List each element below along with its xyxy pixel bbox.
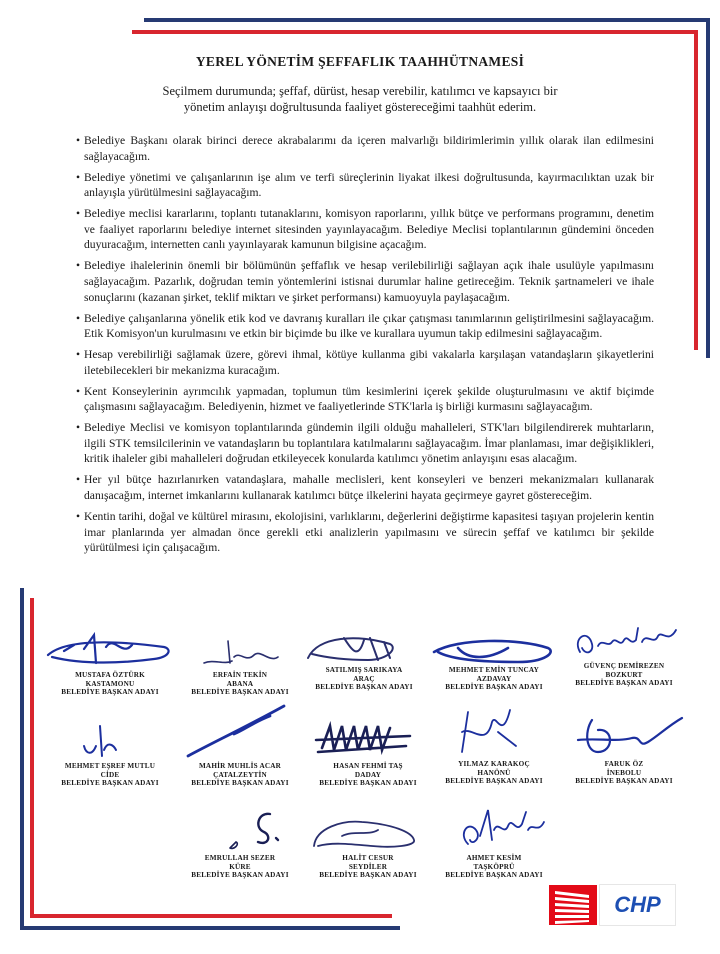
commitment-item-7: • Kent Konseylerinin ayrımcılık yapmadan, toplumun tüm kesimlerini içerek şekilde oluşturulmasını ve aktif biçimde çalışmasını sağlayacağım. Belediyenin, hizmet ve faaliyetlerinde STK'larla iş birliği kurmasını sağlayacağım. xyxy=(76,384,654,414)
signature-6-icon xyxy=(44,716,176,762)
signatory-place: CİDE xyxy=(100,770,120,779)
signature-4-icon xyxy=(428,634,560,666)
signature-5-icon xyxy=(558,618,690,662)
bullet-icon: • xyxy=(76,311,81,325)
signatory-name: HASAN FEHMİ TAŞ xyxy=(333,762,403,770)
signatory-name: MEHMET EŞREF MUTLU xyxy=(64,762,156,770)
signatory-1 xyxy=(44,627,176,697)
signatory-place: HANÖNÜ xyxy=(477,768,511,777)
signatory-10 xyxy=(558,712,690,786)
signatory-place: DADAY xyxy=(354,770,382,779)
signatory-3 xyxy=(298,630,430,692)
commitment-list xyxy=(76,133,654,561)
signatory-name: MAHİR MUHLİS ACAR xyxy=(198,762,282,770)
frame-top-red xyxy=(132,30,698,34)
signatory-role: BELEDİYE BAŞKAN ADAYI xyxy=(445,777,543,786)
signature-13-icon xyxy=(428,800,560,854)
signatory-place: ABANA xyxy=(226,679,254,688)
bullet-icon: • xyxy=(76,207,81,221)
signatory-11 xyxy=(174,808,306,880)
bullet-icon: • xyxy=(76,348,81,362)
signatory-role: BELEDİYE BAŞKAN ADAYI xyxy=(191,779,289,788)
signatory-4 xyxy=(428,634,560,692)
bullet-icon: • xyxy=(76,134,81,147)
signature-3-icon xyxy=(298,630,430,666)
six-arrows-icon xyxy=(549,885,597,925)
chp-logo xyxy=(549,885,676,925)
commitment-item-1: • Belediye Başkanı olarak birinci derece akrabalarımı da içeren malvarlığı bildirimlerimin yıllık olarak ilan edilmesini sağlayacağım. xyxy=(76,134,654,163)
commitment-item-10: • Kentin tarihi, doğal ve kültürel mirasını, ekolojisini, varlıklarını, değerlerini değiştirme kapasitesi taşıyan projelerin kentin imar planlarında yer almadan önce gerekli etki analizlerin yapılmasını ve sürecin şeffaf ve katılımcı bir şekilde yürütülmesi için çalışacağım. xyxy=(76,509,654,555)
bullet-icon: • xyxy=(76,170,81,184)
commitment-item-8: • Belediye Meclisi ve komisyon toplantılarında gündemin ilgili olduğu mahalleleri, STK'ları bilgilendirerek muhtarların, ilgili STK temsilcilerinin ve vatandaşların bu toplantılara katılmalarını sağlayacağım. İmar planlaması, imar değişiklikleri, kritik ihaleler gibi mahalleleri doğrudan etkileyecek konularda katılımcı yönetim anlayışını esas alacağım. xyxy=(76,421,654,466)
signatory-role: BELEDİYE BAŞKAN ADAYI xyxy=(445,683,543,692)
commitment-item-9: • Her yıl bütçe hazırlanırken vatandaşlara, mahalle meclisleri, kent konseyleri ve benzeri mekanizmaları kullanarak danışacağım, internet imkanlarını kullanarak katılımcı bütçe ilkelerini hayata geçirmeye gayret göstereceğim. xyxy=(76,473,654,502)
signatory-6 xyxy=(44,716,176,788)
commitment-item-4: • Belediye ihalelerinin önemli bir bölümünün şeffaflık ve hesap verilebilirliği sağlayan açık ihale usulüyle yapılmasını sağlayacağım. Pazarlık, doğrudan temin yöntemlerini istisnai durumlar haline getireceğim. Teknik şartnameleri ve ihale sonuçlarını (kazanan şirket, teklif miktarı ve şirket performansı) kamuoyuyla paylaşacağım. xyxy=(76,259,654,304)
signatory-role: BELEDİYE BAŞKAN ADAYI xyxy=(191,871,289,880)
signatory-7 xyxy=(174,702,306,788)
signatory-place: KÜRE xyxy=(229,862,251,871)
signatory-role: BELEDİYE BAŞKAN ADAYI xyxy=(315,683,413,692)
frame-left-navy xyxy=(20,588,24,930)
signatory-name: YILMAZ KARAKOÇ xyxy=(458,760,530,768)
bullet-icon: • xyxy=(76,421,81,435)
signatory-8 xyxy=(302,718,434,788)
bullet-icon: • xyxy=(76,259,81,273)
frame-left-red xyxy=(30,598,34,918)
signature-1-icon xyxy=(44,627,176,671)
signatory-place: BOZKURT xyxy=(605,670,643,679)
commitment-item-2: • Belediye yönetimi ve çalışanlarının işe alım ve terfi süreçlerinin liyakat ilkesi doğrultusunda, kayırmacılıktan uzak bir anlayışla yürütülmesini sağlayacağım. xyxy=(76,170,654,200)
signatory-name: ERFAİN TEKİN xyxy=(212,671,268,679)
signatory-place: ÇATALZEYTİN xyxy=(213,770,267,779)
signatory-place: KASTAMONU xyxy=(85,679,135,688)
bullet-icon: • xyxy=(76,509,81,523)
frame-top-navy xyxy=(144,18,710,22)
signatory-12 xyxy=(302,812,434,880)
signatory-2 xyxy=(174,637,306,697)
signatory-role: BELEDİYE BAŞKAN ADAYI xyxy=(575,679,673,688)
signatory-name: FARUK ÖZ xyxy=(604,760,644,768)
signature-7-icon xyxy=(174,702,306,762)
signatory-place: TAŞKÖPRÜ xyxy=(473,862,515,871)
signatory-role: BELEDİYE BAŞKAN ADAYI xyxy=(191,688,289,697)
signatory-13 xyxy=(428,800,560,880)
document-intro xyxy=(110,83,610,115)
signatory-name: AHMET KESİM xyxy=(466,854,522,862)
signature-8-icon xyxy=(302,718,434,762)
signatory-place: ARAÇ xyxy=(353,674,375,683)
commitment-item-5: • Belediye çalışanlarına yönelik etik kod ve davranış kuralları ile çıkar çatışması tanımlarının geliştirilmesini sağlayacağım. Etik Komisyon'un kurulmasını ve etkin bir biçimde bu ilke ve kurallara uyumun takip edilmesini sağlayacağım. xyxy=(76,311,654,341)
commitment-item-3: • Belediye meclisi kararlarını, toplantı tutanaklarını, komisyon raporlarını, yıllık bütçe ve performans programını, denetim ve faaliyet raporlarını belediye internet sitesinden yayınlayacağım. Belediye Meclisi toplantılarının gündemini önceden duyuracağım, internetten canlı yayınlayarak kamunun bilgisine açacağım. xyxy=(76,207,654,252)
logo-text: CHP xyxy=(599,884,676,926)
signatory-role: BELEDİYE BAŞKAN ADAYI xyxy=(319,779,417,788)
intro-line-2: yönetim anlayışı doğrultusunda faaliyet göstereceğimi taahhüt ederim. xyxy=(183,100,537,114)
signatory-role: BELEDİYE BAŞKAN ADAYI xyxy=(575,777,673,786)
bullet-icon: • xyxy=(76,384,81,398)
signatory-role: BELEDİYE BAŞKAN ADAYI xyxy=(319,871,417,880)
frame-bottom-red xyxy=(30,914,392,918)
signatory-place: SEYDİLER xyxy=(348,862,388,871)
signature-2-icon xyxy=(174,637,306,671)
signature-12-icon xyxy=(302,812,434,854)
signatory-name: SATILMIŞ SARIKAYA xyxy=(325,666,403,674)
bullet-icon: • xyxy=(76,473,81,487)
frame-bottom-navy xyxy=(20,926,400,930)
signature-11-icon xyxy=(174,808,306,854)
signatory-name: HALİT CESUR xyxy=(342,854,394,862)
signatory-name: EMRULLAH SEZER xyxy=(204,854,276,862)
signatory-9 xyxy=(428,702,560,786)
signatory-name: MUSTAFA ÖZTÜRK xyxy=(75,671,145,679)
intro-line-1: Seçilmem durumunda; şeffaf, dürüst, hesap verebilir, katılımcı ve kapsayıcı bir xyxy=(162,84,558,98)
signatory-name: GÜVENÇ DEMİREZEN xyxy=(583,662,665,670)
signatory-place: AZDAVAY xyxy=(476,674,512,683)
signatory-place: İNEBOLU xyxy=(606,768,642,777)
signatory-role: BELEDİYE BAŞKAN ADAYI xyxy=(61,688,159,697)
commitment-item-6: • Hesap verebilirliği sağlamak üzere, görevi ihmal, kötüye kullanma gibi vakalarla karşılaşan vatandaşların şikayetlerini iletebilecekleri bir mekanizma kuracağım. xyxy=(76,348,654,377)
signatory-role: BELEDİYE BAŞKAN ADAYI xyxy=(61,779,159,788)
signatory-5 xyxy=(558,618,690,688)
signature-10-icon xyxy=(558,712,690,760)
signatory-name: MEHMET EMİN TUNCAY xyxy=(448,666,540,674)
document-title: YEREL YÖNETİM ŞEFFAFLIK TAAHHÜTNAMESİ xyxy=(195,54,525,69)
frame-right-red xyxy=(694,30,698,350)
signatory-role: BELEDİYE BAŞKAN ADAYI xyxy=(445,871,543,880)
signature-9-icon xyxy=(428,702,560,760)
